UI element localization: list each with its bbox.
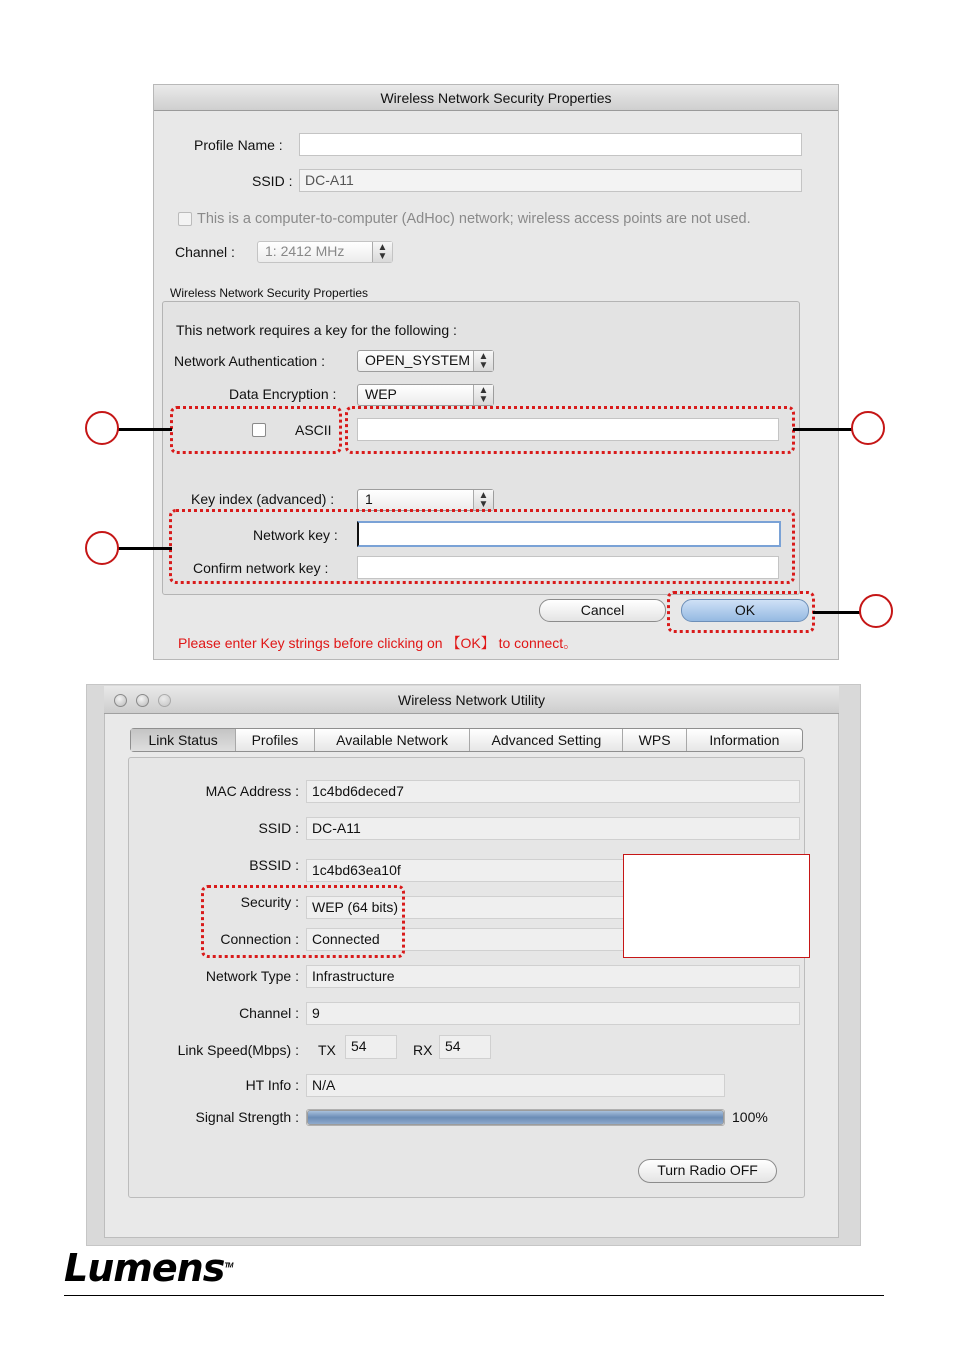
close-window-icon[interactable]	[114, 694, 127, 707]
tab-advanced-setting[interactable]: Advanced Setting	[470, 729, 623, 751]
stepper-arrows-icon: ▲ ▼	[473, 385, 493, 405]
network-authentication-select[interactable]	[357, 350, 494, 372]
ok-button[interactable]: OK	[681, 599, 809, 622]
security-label: Security :	[240, 894, 299, 910]
dialog-title: Wireless Network Security Properties	[154, 85, 838, 111]
minimize-window-icon[interactable]	[136, 694, 149, 707]
ssid-label: SSID :	[258, 820, 299, 836]
bssid-label: BSSID :	[249, 857, 299, 873]
ascii-key-highlight-box	[345, 406, 795, 454]
warning-message: Please enter Key strings before clicking on 【OK】 to connect。	[178, 635, 578, 651]
key-index-value: 1	[365, 491, 373, 507]
requires-key-text: This network requires a key for the following :	[176, 322, 457, 338]
logo-text: Lumens	[64, 1246, 225, 1290]
network-type-value: Infrastructure	[306, 965, 800, 988]
network-type-label: Network Type :	[205, 968, 299, 984]
ht-info-label: HT Info :	[245, 1077, 299, 1093]
adhoc-label: This is a computer-to-computer (AdHoc) network; wireless access points are not used.	[197, 211, 751, 227]
security-group-title: Wireless Network Security Properties	[170, 286, 369, 300]
ssid-value: DC-A11	[306, 817, 800, 840]
key-index-select[interactable]	[357, 489, 494, 511]
callout-line	[813, 611, 861, 614]
adhoc-checkbox[interactable]	[178, 212, 192, 226]
data-encryption-value: WEP	[365, 386, 397, 402]
key-index-label: Key index (advanced) :	[191, 491, 335, 507]
callout-line	[118, 428, 172, 431]
channel-label: Channel :	[175, 244, 235, 260]
tab-bar	[130, 728, 803, 752]
tx-value: 54	[345, 1035, 397, 1059]
tab-available-network[interactable]: Available Network	[315, 729, 471, 751]
ssid-label: SSID :	[252, 173, 293, 189]
confirm-network-key-label: Confirm network key :	[193, 560, 329, 576]
security-connection-highlight-box	[201, 885, 405, 958]
channel-value: 9	[306, 1002, 800, 1025]
footer-divider	[64, 1295, 884, 1296]
callout-line	[118, 547, 172, 550]
channel-select-value: 1: 2412 MHz	[265, 243, 345, 259]
zoom-window-icon[interactable]	[158, 694, 171, 707]
ok-highlight-box	[667, 591, 815, 633]
link-speed-label: Link Speed(Mbps) :	[177, 1042, 299, 1058]
callout-line	[793, 428, 853, 431]
stepper-arrows-icon: ▲ ▼	[372, 242, 392, 262]
signal-strength-percent: 100%	[732, 1109, 768, 1125]
window-title: Wireless Network Utility	[104, 686, 839, 714]
ht-info-value: N/A	[306, 1074, 725, 1097]
tx-label: TX	[318, 1042, 336, 1058]
turn-radio-off-button[interactable]: Turn Radio OFF	[638, 1159, 777, 1183]
bssid-value: 1c4bd63ea10f	[306, 859, 800, 882]
connection-label: Connection :	[220, 931, 299, 947]
data-encryption-select[interactable]	[357, 384, 494, 406]
wireless-utility-window	[86, 684, 861, 1246]
signal-strength-bar	[307, 1110, 724, 1125]
lumens-logo	[64, 1246, 232, 1290]
stepper-arrows-icon: ▲ ▼	[473, 490, 493, 510]
mac-address-label: MAC Address :	[205, 783, 299, 799]
data-encryption-label: Data Encryption :	[229, 386, 337, 402]
tab-wps[interactable]: WPS	[623, 729, 687, 751]
profile-name-input[interactable]	[299, 133, 802, 156]
network-key-label: Network key :	[253, 527, 338, 543]
tab-link-status[interactable]: Link Status	[131, 729, 236, 751]
ascii-highlight-box	[170, 406, 342, 454]
mac-address-value: 1c4bd6deced7	[306, 780, 800, 803]
rx-label: RX	[413, 1042, 433, 1058]
stepper-arrows-icon: ▲ ▼	[473, 351, 493, 371]
ascii-label: ASCII	[295, 422, 332, 438]
signal-strength-label: Signal Strength :	[195, 1109, 299, 1125]
network-authentication-label: Network Authentication :	[174, 353, 325, 369]
signal-strength-track	[306, 1109, 725, 1126]
callout-circle	[851, 411, 885, 445]
callout-note-box	[623, 854, 810, 958]
profile-name-label: Profile Name :	[194, 137, 283, 153]
rx-value: 54	[439, 1035, 491, 1059]
tab-profiles[interactable]: Profiles	[236, 729, 314, 751]
network-authentication-value: OPEN_SYSTEM	[365, 352, 471, 368]
callout-circle	[85, 411, 119, 445]
channel-label: Channel :	[239, 1005, 299, 1021]
callout-circle	[85, 531, 119, 565]
tab-information[interactable]: Information	[709, 732, 780, 748]
trademark-mark: TM	[224, 1262, 233, 1270]
network-key-highlight-box	[169, 509, 795, 584]
callout-circle	[859, 594, 893, 628]
channel-select[interactable]	[257, 241, 393, 263]
connection-value: Connected	[306, 928, 800, 951]
security-value: WEP (64 bits)	[306, 896, 800, 919]
cancel-button[interactable]: Cancel	[539, 599, 666, 622]
ssid-input[interactable]: DC-A11	[299, 169, 802, 192]
